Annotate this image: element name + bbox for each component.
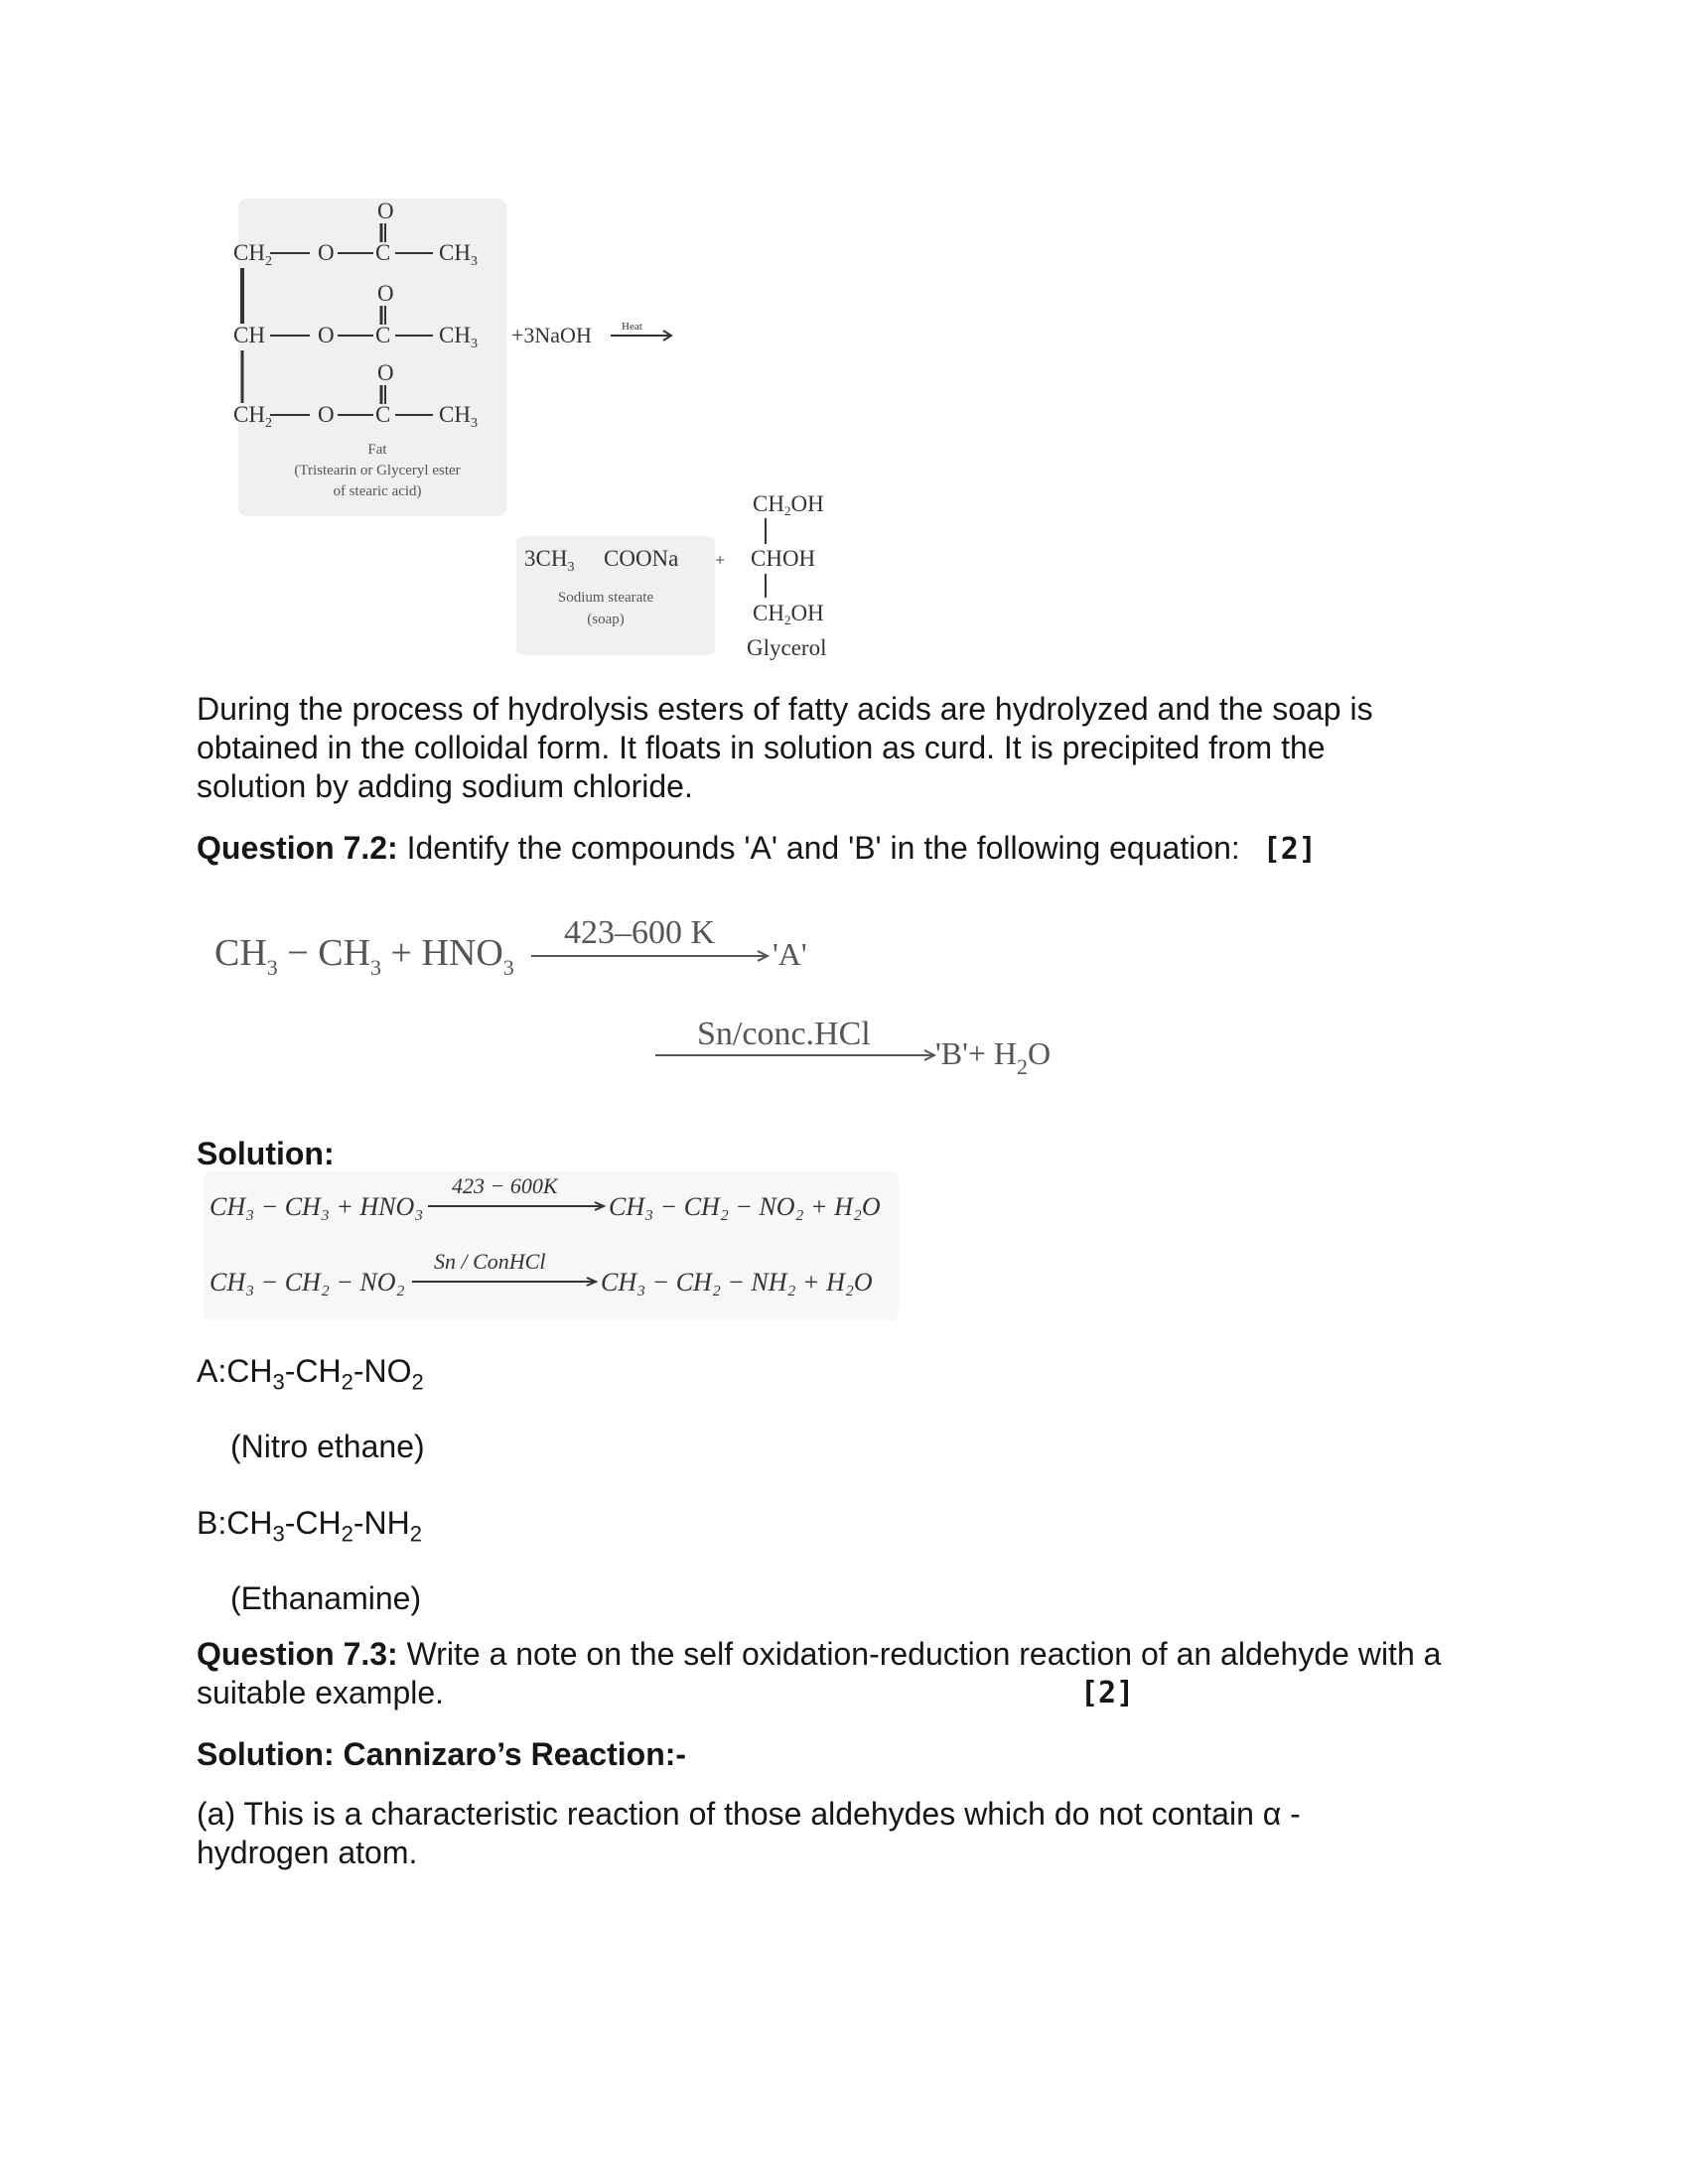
svg-text:O: O bbox=[318, 323, 335, 347]
svg-text:O: O bbox=[318, 402, 335, 427]
svg-text:O: O bbox=[377, 199, 394, 223]
svg-text:CH: CH bbox=[233, 323, 265, 347]
svg-text:Sn / ConHCl: Sn / ConHCl bbox=[434, 1249, 546, 1274]
paragraph-line: (a) This is a characteristic reaction of those aldehydes which do not contain α - bbox=[197, 1796, 1301, 1832]
solution-heading: Solution: bbox=[197, 1136, 335, 1171]
svg-text:C: C bbox=[375, 323, 391, 347]
svg-text:3CH3: $3CH_3$ bbox=[524, 546, 575, 575]
svg-text:CH₃ − CH₂ − NH₂ + H₂O: CH₃ − CH₂ − NH₂ + H₂O bbox=[601, 1268, 873, 1297]
question-7-2 bbox=[197, 829, 1317, 869]
svg-text:CH2: $CH_2$ bbox=[233, 402, 272, 431]
point-a-paragraph bbox=[197, 1795, 1301, 1872]
svg-text:423 − 600K: 423 − 600K bbox=[452, 1173, 558, 1198]
svg-text:'A': 'A' bbox=[773, 936, 807, 972]
svg-text:CH₃ − CH₂ − NO₂ + H₂O: CH₃ − CH₂ − NO₂ + H₂O bbox=[609, 1192, 881, 1221]
svg-text:(Tristearin or Glyceryl ester: (Tristearin or Glyceryl ester bbox=[294, 463, 461, 478]
hydrolysis-paragraph bbox=[197, 690, 1373, 806]
marks-badge: [2] bbox=[1262, 832, 1317, 867]
question-text: Write a note on the self oxidation-reduction reaction of an aldehyde with a bbox=[397, 1636, 1442, 1672]
answer-b-formula: $B:CH_3-CH_2-NH_2$ bbox=[197, 1505, 422, 1547]
solution-cannizaro-heading: Solution: Cannizaro’s Reaction:- bbox=[197, 1736, 687, 1772]
svg-text:CHOH: CHOH bbox=[751, 546, 816, 571]
svg-text:CH3 − CH3 + HNO3: $CH_3 - CH_3 + HNO_3$ bbox=[214, 932, 514, 980]
question-label: Question 7.3: bbox=[197, 1636, 398, 1672]
paragraph-line: solution by adding sodium chloride. bbox=[197, 768, 693, 804]
svg-text:'B'+ H2O: '$B'+ H_2O$ bbox=[935, 1035, 1052, 1079]
svg-text:CH2: $CH_2$ bbox=[233, 240, 272, 269]
paragraph-line: hydrogen atom. bbox=[197, 1835, 418, 1870]
svg-text:COONa: COONa bbox=[604, 546, 679, 571]
svg-text:O: O bbox=[377, 360, 394, 385]
svg-text:Fat: Fat bbox=[367, 442, 387, 458]
paragraph-line: obtained in the colloidal form. It floats in solution as curd. It is precipited from the bbox=[197, 730, 1326, 765]
svg-text:CH3: $CH_3$ bbox=[439, 402, 478, 431]
svg-text:Sn/conc.HCl: Sn/conc.HCl bbox=[697, 1016, 871, 1052]
svg-text:C: C bbox=[375, 402, 391, 427]
question-label: Question 7.2: bbox=[197, 830, 398, 866]
svg-text:(soap): (soap) bbox=[587, 612, 625, 627]
svg-text:CH3: $CH_3$ bbox=[439, 240, 478, 269]
svg-text:C: C bbox=[375, 240, 391, 265]
svg-text:CH2OH: CH2OH bbox=[753, 491, 824, 518]
question-text: suitable example. bbox=[197, 1675, 445, 1710]
solution-equations-image bbox=[204, 1171, 918, 1330]
svg-text:+: + bbox=[715, 550, 726, 570]
svg-text:CH2OH: CH2OH bbox=[753, 601, 824, 627]
question-7-3 bbox=[197, 1635, 1441, 1712]
answer-a-formula: $A:CH_3-CH_2-NO_2$ bbox=[197, 1353, 424, 1395]
svg-text:Glycerol: Glycerol bbox=[747, 635, 827, 660]
svg-text:O: O bbox=[318, 240, 335, 265]
marks-badge: [2] bbox=[1080, 1676, 1135, 1710]
svg-text:Heat: Heat bbox=[622, 321, 642, 333]
svg-text:+3NaOH: +3NaOH bbox=[511, 323, 592, 347]
svg-text:O: O bbox=[377, 281, 394, 306]
svg-text:423–600 K: 423–600 K bbox=[564, 914, 716, 951]
question-text: Identify the compounds 'A' and 'B' in the following equation: bbox=[397, 830, 1240, 866]
svg-text:of stearic acid): of stearic acid) bbox=[333, 483, 422, 499]
answer-a-name: (Nitro ethane) bbox=[230, 1429, 425, 1464]
svg-text:Sodium stearate: Sodium stearate bbox=[557, 590, 654, 606]
fat-hydrolysis-reaction-image bbox=[228, 199, 864, 665]
svg-text:CH₃ − CH₃ + HNO₃: CH₃ − CH₃ + HNO₃ bbox=[210, 1192, 424, 1221]
svg-text:CH3: $CH_3$ bbox=[439, 323, 478, 351]
paragraph-line: During the process of hydrolysis esters of fatty acids are hydrolyzed and the soap is bbox=[197, 691, 1373, 727]
answer-b-name: (Ethanamine) bbox=[230, 1580, 422, 1616]
question-7-2-equation-image bbox=[199, 893, 1132, 1092]
svg-text:CH₃ − CH₂ − NO₂: CH₃ − CH₂ − NO₂ bbox=[210, 1268, 405, 1297]
